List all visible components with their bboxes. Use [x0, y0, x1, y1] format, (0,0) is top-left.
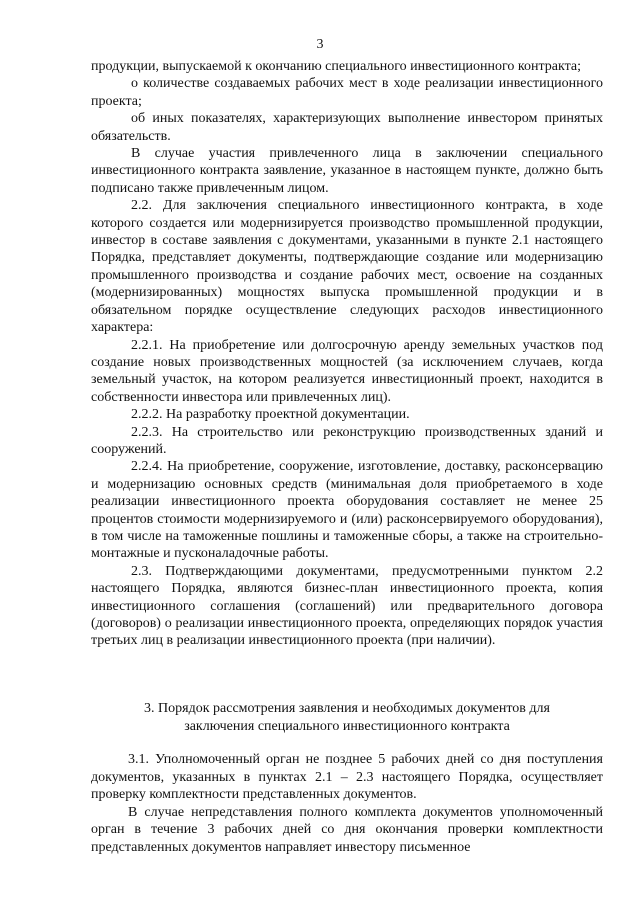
paragraph: 3.1. Уполномоченный орган не позднее 5 рабочих дней со дня поступления документов, указанных в пунктах 2.1 – 2.3 настоящего Порядка, осуществляет проверку комплектности представленных документов.	[91, 752, 603, 803]
paragraph: 2.2.3. На строительство или реконструкцию производственных зданий и сооружений.	[91, 424, 603, 457]
paragraph: продукции, выпускаемой к окончанию специального инвестиционного контракта;	[91, 59, 582, 74]
section-heading-line: заключения специального инвестиционного контракта	[184, 718, 510, 734]
paragraph: В случае участия привлеченного лица в заключении специального инвестиционного контракта заявление, указанное в настоящем пункте, должно быть подписано также привлеченным лицом.	[91, 146, 603, 196]
paragraph: 2.2. Для заключения специального инвестиционного контракта, в ходе которого создается или модернизируется производство промышленной продукции, инвестор в составе заявления с документами, указанными в пункте 2.1 настоящего Порядка, представляет документы, подтверждающие создание или модернизацию промышленного производства и создание рабочих мест, освоение на созданных (модернизированных) мощностях выпуска промышленной продукции и в обязательном порядке осуществление следующих расходов инвестиционного характера:	[91, 198, 603, 336]
paragraph: о количестве создаваемых рабочих мест в ходе реализации инвестиционного проекта;	[91, 76, 603, 109]
paragraph: 2.2.4. На приобретение, сооружение, изготовление, доставку, расконсервацию и модернизацию основных средств (минимальная доля приобретаемого в ходе реализации инвестиционного проекта оборудования составляет не менее 25 процентов стоимости модернизируемого и (или) расконсервируемого оборудования), в том числе на таможенные пошлины и таможенные сборы, а также на строительно-монтажные и пусконаладочные работы.	[91, 459, 603, 562]
paragraph: 2.3. Подтверждающими документами, предусмотренными пунктом 2.2 настоящего Порядка, являются бизнес-план инвестиционного проекта, копия инвестиционного соглашения (соглашений) или предварительного договора (договоров) о реализации инвестиционного проекта, определяющих порядок участия третьих лиц в реализации инвестиционного проекта (при наличии).	[91, 563, 603, 649]
document-body	[91, 58, 603, 650]
paragraph: 2.2.2. На разработку проектной документации.	[131, 407, 410, 423]
section-heading	[91, 700, 603, 735]
section-heading-line: 3. Порядок рассмотрения заявления и необходимых документов для	[144, 701, 550, 716]
page-number: 3	[316, 37, 324, 52]
section-body	[91, 751, 603, 857]
paragraph: В случае непредставления полного комплекта документов уполномоченный орган в течение 3 рабочих дней со дня окончания проверки комплектности представленных документов направляет инвестору письменное	[91, 804, 603, 855]
paragraph: об иных показателях, характеризующих выполнение инвестором принятых обязательств.	[91, 111, 603, 144]
paragraph: 2.2.1. На приобретение или долгосрочную аренду земельных участков под создание новых производственных мощностей (за исключением случаев, когда земельный участок, на котором реализуется инвестиционный проект, находится в собственности инвестора или привлеченных лиц).	[91, 337, 603, 405]
